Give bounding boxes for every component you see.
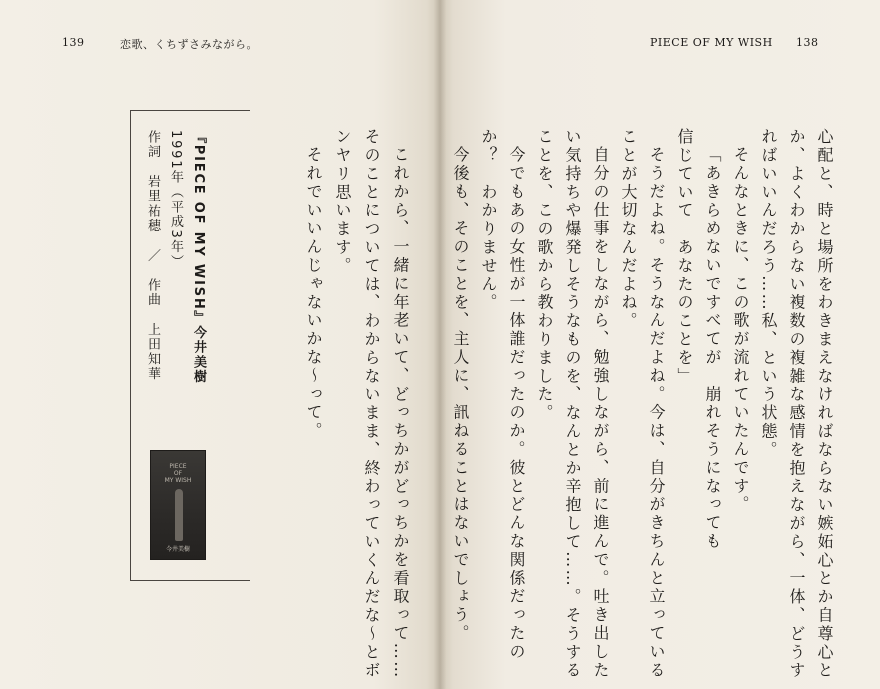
left-body-line-2: そのことについては、わからないまま、終わっていくんだな〜とボ bbox=[362, 128, 381, 680]
credit-frame-bottom-rule bbox=[130, 580, 250, 581]
credit-writers: 作詞 岩里祐穂 ／ 作曲 上田知華 bbox=[145, 130, 160, 382]
album-cover-artist: 今井美樹 bbox=[165, 546, 190, 553]
right-body-line-11: ことを、この歌から教わりました。 bbox=[535, 128, 554, 423]
credit-frame-side-rule bbox=[130, 110, 131, 580]
left-body-line-3: ンヤリ思います。 bbox=[333, 128, 352, 276]
right-body-line-8: ことが大切なんだよね。 bbox=[619, 128, 638, 331]
right-body-line-13: か？ わかりません。 bbox=[479, 128, 498, 312]
right-body-line-6: 信じていて あなたのことを」 bbox=[675, 128, 694, 386]
album-cover-figure bbox=[175, 489, 183, 541]
right-page bbox=[440, 0, 880, 689]
left-page-number: 139 bbox=[62, 36, 85, 49]
left-body-line-1: これから、一緒に年老いて、どっちかがどっちかを看取って…… bbox=[391, 146, 410, 680]
right-page-number: 138 bbox=[796, 36, 819, 49]
right-body-line-2: か、よくわからない複数の複雑な感情を抱えながら、一体、どうす bbox=[787, 128, 806, 680]
right-body-line-1: 心配と、時と場所をわきまえなければならない嫉妬心とか自尊心と bbox=[815, 128, 834, 680]
credit-year: 1991年（平成3年） bbox=[168, 130, 183, 270]
right-body-line-14: 今後も、そのことを、主人に、訊ねることはないでしょう。 bbox=[451, 146, 470, 643]
right-body-line-3: ればいいんだろう……私、という状態。 bbox=[759, 128, 778, 460]
right-body-line-4: そんなときに、この歌が流れていたんです。 bbox=[731, 146, 750, 514]
album-cover-title: PIECE OF MY WISH bbox=[164, 463, 192, 485]
right-body-line-5: 「あきらめないですべてが 崩れそうになっても bbox=[703, 146, 722, 551]
credit-song-title: 『PIECE OF MY WISH』今井美樹 bbox=[191, 130, 206, 385]
left-running-title: 恋歌、くちずさみながら。 bbox=[120, 38, 258, 51]
credit-frame-top-rule bbox=[130, 110, 250, 111]
right-body-line-9: 自分の仕事をしながら、勉強しながら、前に進んで。吐き出した bbox=[591, 146, 610, 680]
right-body-line-7: そうだよね。そうなんだよね。今は、自分がきちんと立っている bbox=[647, 146, 666, 680]
album-cover-image bbox=[150, 450, 206, 560]
book-gutter bbox=[434, 0, 446, 689]
right-running-title: PIECE OF MY WISH bbox=[650, 36, 773, 49]
right-body-line-12: 今でもあの女性が一体誰だったのか。彼とどんな関係だったの bbox=[507, 146, 526, 662]
right-body-line-10: い気持ちや爆発しそうなものを、なんとか辛抱して……。そうする bbox=[563, 128, 582, 680]
left-body-line-4: それでいいんじゃないかな〜って。 bbox=[304, 146, 323, 441]
